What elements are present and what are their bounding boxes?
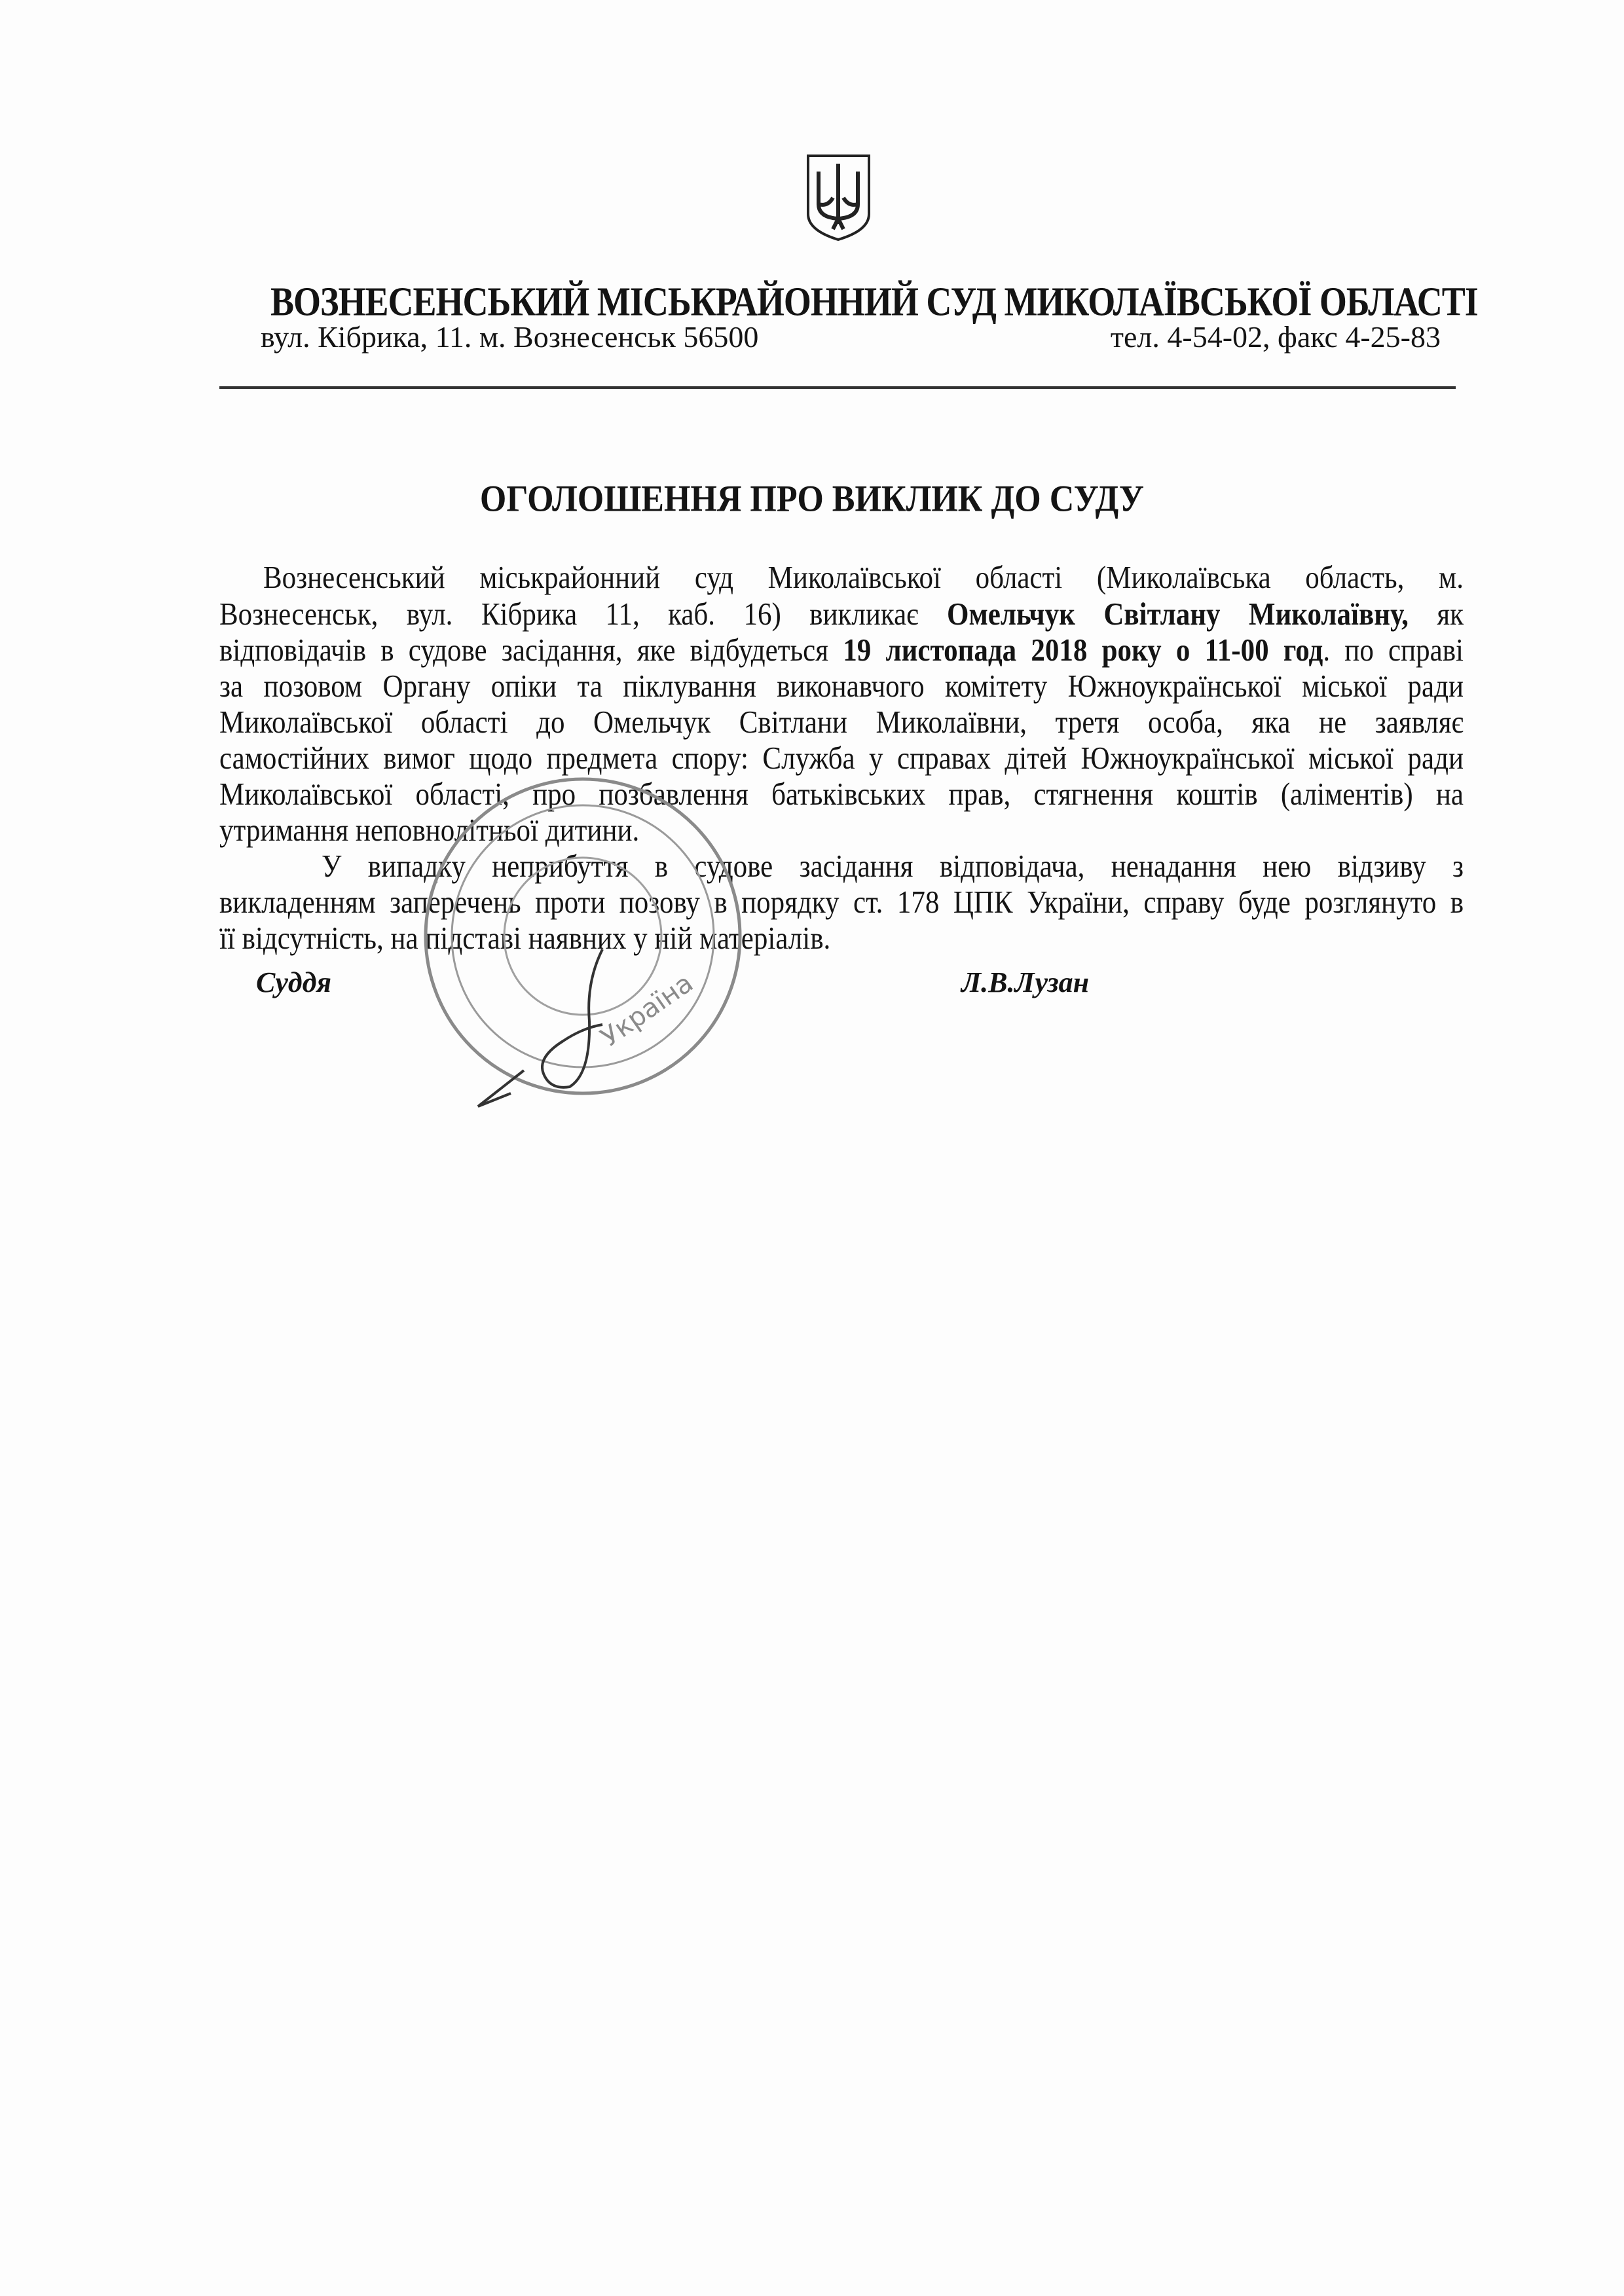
svg-text:Україна: Україна — [595, 968, 699, 1053]
body-text: відповідачів в судове засідання, яке відбудеться — [219, 633, 843, 668]
body-line — [263, 558, 1464, 598]
trident-emblem-icon — [804, 152, 873, 244]
body-text: утримання неповнолітньої дитини. — [219, 813, 640, 848]
body-line — [219, 666, 1464, 707]
body-text: її відсутність, на підставі наявних у ній матеріалів. — [219, 921, 831, 957]
body-text: У випадку неприбуття в судове засідання відповідача, ненадання нею відзиву з — [322, 849, 1464, 884]
body-line — [219, 702, 1464, 743]
header-divider — [219, 386, 1456, 389]
court-phones: тел. 4-54-02, факс 4-25-83 — [1110, 320, 1441, 354]
body-text: Вознесенський міськрайонний суд Миколаївської області (Миколаївська область, м. — [263, 560, 1464, 596]
body-text: . по справі — [1323, 633, 1464, 668]
body-text: Вознесенськ, вул. Кібрика 11, каб. 16) викликає — [219, 597, 948, 632]
judge-name: Л.В.Лузан — [961, 966, 1090, 998]
defendant-name: Омельчук Світлану Миколаївну, — [947, 597, 1409, 632]
body-text: Миколаївської області, про позбавлення батьківських прав, стягнення коштів (аліментів) на — [219, 777, 1464, 812]
body-line — [219, 594, 1464, 635]
body-line — [219, 738, 1464, 779]
body-line — [219, 919, 1464, 959]
body-line — [219, 811, 1464, 851]
body-text: самостійних вимог щодо предмета спору: Служба у справах дітей Южноукраїнської міської ради — [219, 741, 1464, 776]
body-text: за позовом Органу опіки та піклування виконавчого комітету Южноукраїнської міської ради — [219, 669, 1464, 704]
signature-role: Суддя — [256, 966, 332, 998]
body-text: як — [1408, 597, 1464, 632]
body-text: викладенням заперечень проти позову в порядку ст. 178 ЦПК України, справу буде розглянуто в — [219, 885, 1464, 920]
court-name-heading: ВОЗНЕСЕНСЬКИЙ МІСЬКРАЙОННИЙ СУД МИКОЛАЇВСЬКОЇ ОБЛАСТІ — [270, 279, 1478, 325]
body-line — [219, 630, 1464, 671]
handwritten-signature — [452, 943, 648, 1113]
document-title: ОГОЛОШЕННЯ ПРО ВИКЛИК ДО СУДУ — [479, 479, 1145, 520]
body-line — [219, 774, 1464, 815]
hearing-datetime: 19 листопада 2018 року о 11-00 год — [843, 633, 1323, 668]
body-line — [219, 883, 1464, 923]
court-address: вул. Кібрика, 11. м. Вознесенськ 56500 — [261, 320, 759, 354]
body-text: Миколаївської області до Омельчук Світлани Миколаївни, третя особа, яка не заявляє — [219, 705, 1464, 740]
